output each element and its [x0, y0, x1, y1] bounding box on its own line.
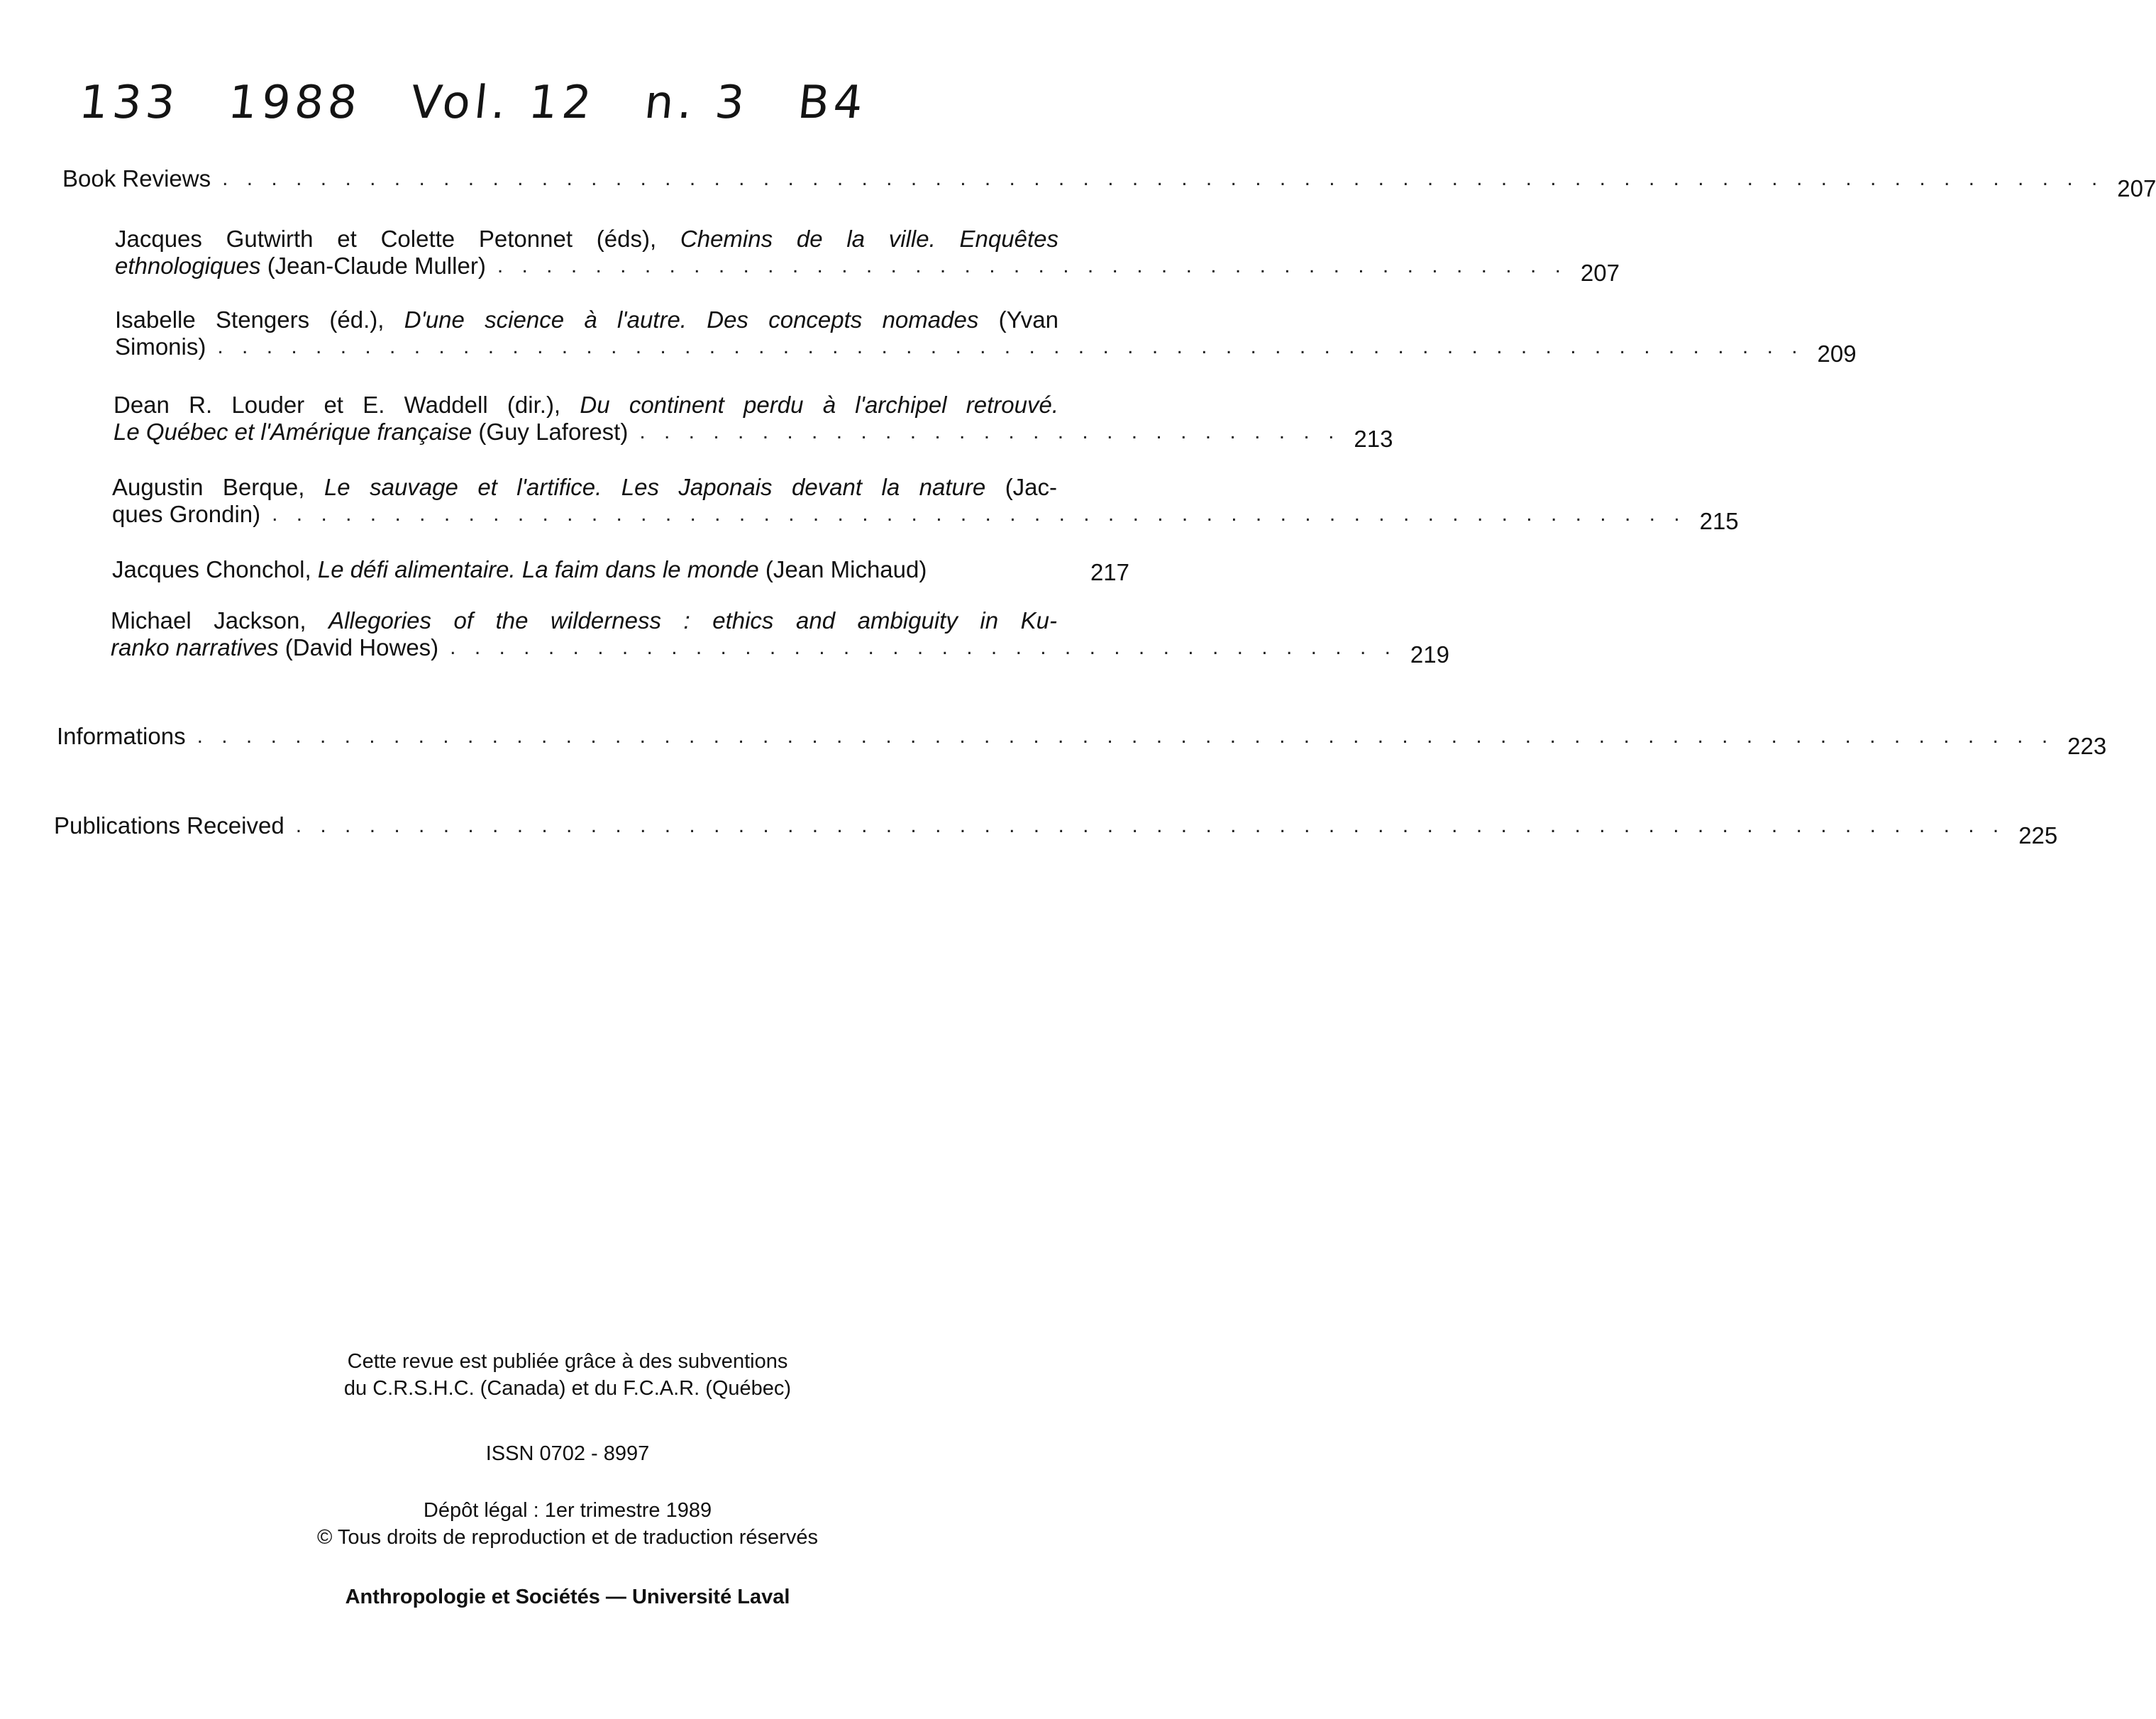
legal-block	[213, 1497, 922, 1551]
handwritten-issue: n. 3	[642, 77, 751, 129]
toc-section-publications	[54, 812, 2058, 849]
handwritten-annotation	[79, 64, 1002, 142]
entry-title: Le sauvage et l'artifice. Les Japonais devant la nature	[324, 474, 986, 500]
page-number: 225	[2018, 822, 2058, 849]
grant-notice-line: du C.R.S.H.C. (Canada) et du F.C.A.R. (Québec)	[343, 1377, 792, 1400]
entry-line	[111, 634, 1449, 668]
publisher-name: Anthropologie et Sociétés — Université Laval	[345, 1586, 790, 1608]
grant-notice-line: Cette revue est publiée grâce à des subventions	[347, 1350, 788, 1373]
page-number: 219	[1410, 641, 1449, 668]
entry-title: Allegories of the wilderness : ethics and ambiguity in Ku-	[328, 607, 1057, 634]
toc-entry-review	[111, 607, 1449, 668]
leader-dots: . . . . . . . . . . . . . . . . . . . . . . . . . . . . . . . . . . . . . . . . . . . . . . . . . . . . . . . . . .	[272, 502, 1686, 526]
leader-dots: . . . . . . . . . . . . . . . . . . . . . . . . . . . . . . . . . . . . . . . . . . . . . . . . . . . . . . . . . . . . . . . . . . . . . . . . . . . . .	[222, 167, 2104, 190]
entry-reviewer: (Jean-Claude Muller)	[267, 253, 486, 279]
entry-authors: Augustin Berque,	[112, 474, 305, 500]
toc-entry-review	[115, 306, 1857, 367]
toc-section-book-reviews	[62, 165, 2156, 201]
section-label: Book Reviews	[62, 165, 211, 192]
entry-title: Chemins de la ville. Enquêtes	[680, 226, 1058, 252]
entry-line	[115, 226, 1058, 253]
entry-reviewer: (Jac-	[1005, 474, 1058, 500]
entry-title-cont: Le Québec et l'Amérique française	[114, 419, 472, 445]
entry-authors: Dean R. Louder et E. Waddell (dir.),	[114, 392, 561, 418]
entry-title: D'une science à l'autre. Des concepts nomades	[404, 306, 979, 333]
issn-block	[213, 1440, 922, 1467]
entry-title-cont: ethnologiques	[115, 253, 261, 279]
handwritten-number: 133	[77, 77, 182, 129]
page-number: 223	[2067, 733, 2107, 759]
entry-line	[114, 419, 1393, 452]
entry-title-cont: ranko narratives	[111, 634, 279, 660]
toc-entry-review	[114, 392, 1393, 452]
entry-line	[115, 306, 1058, 333]
page-number: 207	[1580, 260, 1620, 286]
entry-reviewer: (Yvan	[998, 306, 1058, 333]
section-label: Publications Received	[54, 812, 284, 839]
entry-authors: Jacques Gutwirth et Colette Petonnet (éds),	[115, 226, 657, 252]
entry-title: Du continent perdu à l'archipel retrouvé.	[580, 392, 1058, 418]
page-number: 209	[1817, 341, 1857, 367]
entry-line	[115, 253, 1620, 286]
entry-reviewer-cont: ques Grondin)	[112, 501, 261, 527]
leader-dots: . . . . . . . . . . . . . . . . . . . . . . . . . . . . . . . . . . . . . . . . . . . .	[497, 254, 1567, 277]
entry-title: Le défi alimentaire. La faim dans le monde	[317, 556, 759, 582]
page-number: 217	[1090, 559, 1129, 585]
page-number: 207	[2117, 175, 2156, 201]
copyright-notice: © Tous droits de reproduction et de traduction réservés	[317, 1526, 818, 1549]
entry-reviewer: (Guy Laforest)	[478, 419, 629, 445]
toc-section-informations	[57, 722, 2107, 759]
entry-line	[112, 556, 1129, 583]
entry-reviewer: (Jean Michaud)	[765, 556, 927, 582]
issn-number: ISSN 0702 - 8997	[485, 1442, 650, 1465]
toc-entry-review	[112, 474, 1739, 534]
entry-line	[114, 392, 1058, 419]
leader-dots: . . . . . . . . . . . . . . . . . . . . . . . . . . . . . . . . . . . . . . . . . . . . . . . . . . . . . . . . . . . . . . . . .	[217, 335, 1804, 358]
leader-dots: . . . . . . . . . . . . . . . . . . . . . . . . . . . . . . . . . . . . . . . . . . . . . . . . . . . . . . . . . . . . . . . . . . . . . .	[295, 814, 2006, 837]
toc-entry-review	[112, 556, 1129, 583]
handwritten-year: 1988	[226, 77, 364, 129]
publisher-block	[213, 1583, 922, 1610]
page-number: 215	[1699, 508, 1739, 534]
legal-deposit: Dépôt légal : 1er trimestre 1989	[423, 1499, 712, 1522]
entry-authors: Isabelle Stengers (éd.),	[115, 306, 385, 333]
handwritten-volume: Vol. 12	[408, 77, 598, 129]
entry-reviewer-cont: Simonis)	[115, 333, 206, 360]
publication-footer	[213, 1348, 922, 1402]
leader-dots: . . . . . . . . . . . . . . . . . . . . . . . . . . . . . . . . . . . . . . .	[450, 636, 1397, 659]
entry-authors: Michael Jackson,	[111, 607, 306, 634]
entry-reviewer: (David Howes)	[284, 634, 439, 660]
leader-dots: . . . . . . . . . . . . . . . . . . . . . . . . . . . . . . . . . . . . . . . . . . . . . . . . . . . . . . . . . . . . . . . . . . . . . . . . . . . .	[197, 724, 2055, 748]
page-number: 213	[1354, 426, 1393, 452]
entry-line	[112, 501, 1739, 534]
entry-line	[111, 607, 1057, 634]
toc-entry-review	[115, 226, 1620, 286]
handwritten-code: B4	[795, 77, 870, 129]
entry-authors: Jacques Chonchol,	[112, 556, 311, 582]
section-label: Informations	[57, 723, 186, 749]
entry-line	[112, 474, 1057, 501]
leader-dots: . . . . . . . . . . . . . . . . . . . . . . . . . . . . .	[639, 420, 1341, 443]
entry-line	[115, 333, 1857, 367]
